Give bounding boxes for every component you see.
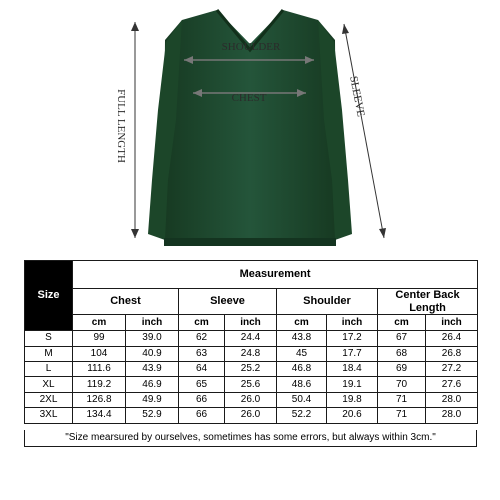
measurement-cell: 70 [378,377,426,392]
sleeve-label: SLEEVE [347,75,367,118]
measurement-cell: 17.2 [327,331,378,346]
table-row [25,362,478,377]
unit-header: inch [126,315,179,331]
full-length-measure [115,22,139,238]
measurement-cell: 43.8 [277,331,327,346]
measurement-cell: 24.8 [225,346,277,361]
table-row [25,331,478,346]
measurement-cell: 19.8 [327,392,378,407]
measurement-cell: 66 [179,392,225,407]
measurement-cell: 52.2 [277,408,327,423]
measurement-cell: 26.4 [426,331,478,346]
measurement-cell: 65 [179,377,225,392]
measurement-cell: 50.4 [277,392,327,407]
measurement-cell: 49.9 [126,392,179,407]
size-cell: 3XL [25,408,73,423]
size-cell: 2XL [25,392,73,407]
waistband [164,238,336,246]
measurement-cell: 71 [378,408,426,423]
measurement-cell: 28.0 [426,408,478,423]
measurement-cell: 62 [179,331,225,346]
unit-header: cm [277,315,327,331]
full-length-label: FULL LENGTH [115,89,127,163]
shoulder-group-header: Shoulder [277,289,378,315]
chest-label: CHEST [231,92,267,104]
measurement-cell: 71 [378,392,426,407]
measurement-header: Measurement [73,261,478,289]
measurement-cell: 134.4 [73,408,126,423]
unit-header: cm [73,315,126,331]
table-row [25,392,478,407]
measurement-cell: 25.6 [225,377,277,392]
measurement-cell: 69 [378,362,426,377]
measurement-cell: 45 [277,346,327,361]
measurement-cell: 43.9 [126,362,179,377]
measurement-cell: 67 [378,331,426,346]
measurement-cell: 17.7 [327,346,378,361]
measurement-cell: 27.2 [426,362,478,377]
measurement-cell: 52.9 [126,408,179,423]
measurement-cell: 119.2 [73,377,126,392]
measurement-cell: 63 [179,346,225,361]
center-back-length-group-header: Center Back Length [378,289,478,315]
measurement-cell: 26.8 [426,346,478,361]
size-column-header: Size [25,261,73,331]
size-cell: S [25,331,73,346]
measurement-cell: 46.9 [126,377,179,392]
measurement-cell: 26.0 [225,408,277,423]
size-cell: M [25,346,73,361]
measurement-cell: 26.0 [225,392,277,407]
measurement-cell: 104 [73,346,126,361]
size-rows [25,331,478,423]
measurement-cell: 18.4 [327,362,378,377]
measurement-cell: 66 [179,408,225,423]
sleeve-group-header: Sleeve [179,289,277,315]
table-row [25,377,478,392]
shoulder-label: SHOULDER [221,41,281,53]
measurement-cell: 68 [378,346,426,361]
chest-group-header: Chest [73,289,179,315]
measurement-cell: 25.2 [225,362,277,377]
table-row [25,346,478,361]
measurement-cell: 39.0 [126,331,179,346]
size-cell: XL [25,377,73,392]
measurement-cell: 40.9 [126,346,179,361]
measurement-cell: 126.8 [73,392,126,407]
measurement-cell: 24.4 [225,331,277,346]
size-cell: L [25,362,73,377]
size-chart-table [24,260,478,424]
table-row [25,408,478,423]
measurement-cell: 48.6 [277,377,327,392]
measurement-cell: 20.6 [327,408,378,423]
measurement-cell: 19.1 [327,377,378,392]
unit-header: inch [426,315,478,331]
measurement-cell: 46.8 [277,362,327,377]
measurement-group-row [25,289,478,315]
unit-header: inch [327,315,378,331]
unit-row [25,315,478,331]
measurement-cell: 111.6 [73,362,126,377]
measurement-cell: 99 [73,331,126,346]
unit-header: cm [378,315,426,331]
measurement-cell: 27.6 [426,377,478,392]
measurement-cell: 64 [179,362,225,377]
measurement-cell: 28.0 [426,392,478,407]
size-note: "Size mearsured by ourselves, sometimes has some errors, but always within 3cm." [24,430,477,447]
unit-header: inch [225,315,277,331]
unit-header: cm [179,315,225,331]
